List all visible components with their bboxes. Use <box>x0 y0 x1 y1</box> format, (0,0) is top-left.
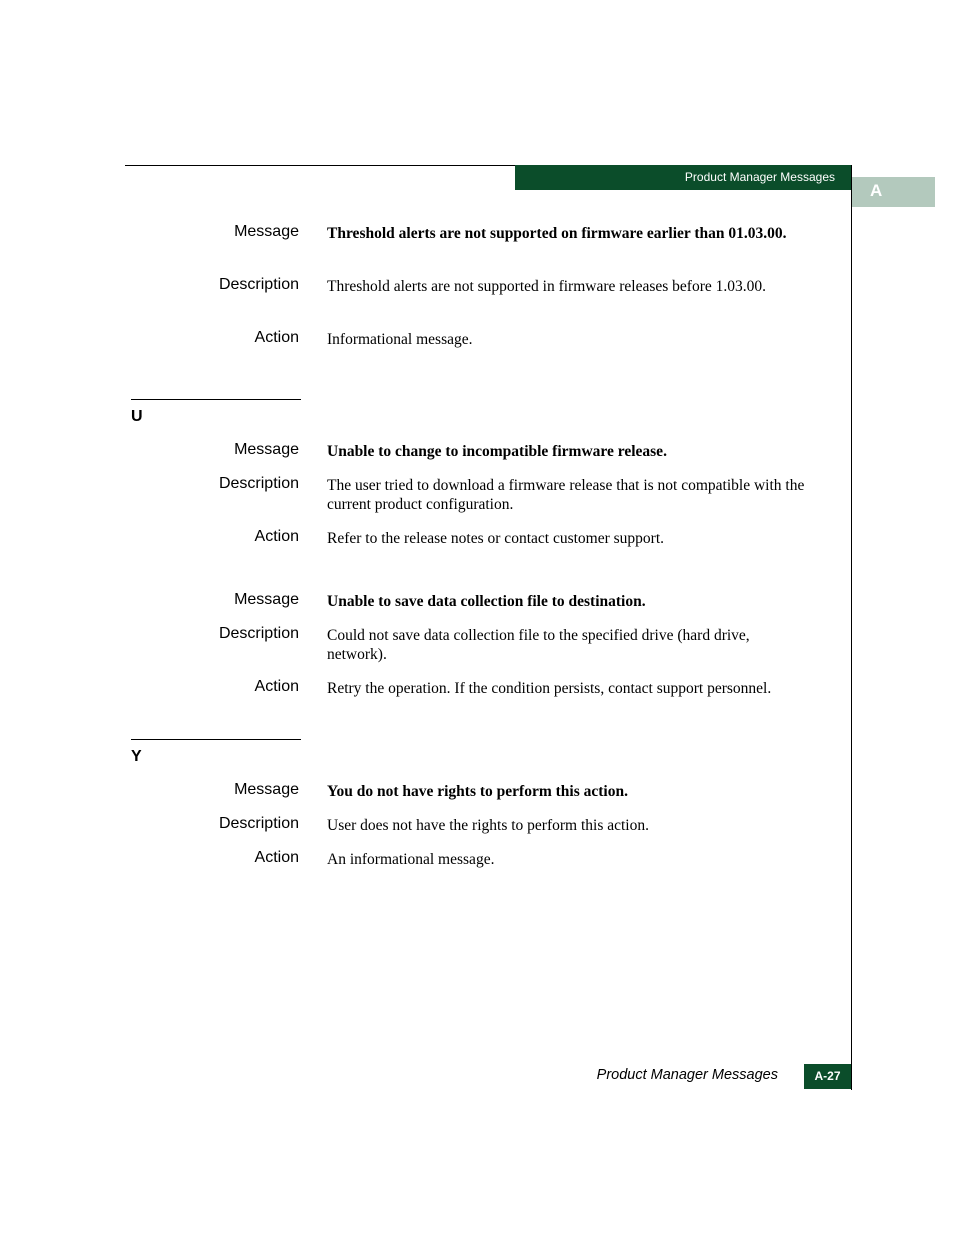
message-label: Message <box>234 441 299 458</box>
action-text: An informational message. <box>327 851 495 868</box>
description-text: Could not save data collection file to the specified drive (hard drive, network). <box>327 627 750 663</box>
description-text: Threshold alerts are not supported in firmware releases before 1.03.00. <box>327 278 767 295</box>
section-heading: Y <box>131 748 142 765</box>
description-label: Description <box>218 625 299 642</box>
message-label: Message <box>234 591 299 608</box>
message-label: Message <box>234 781 299 798</box>
section-rule <box>131 399 301 400</box>
section-heading: U <box>131 408 143 425</box>
message-text: Threshold alerts are not supported on firmware earlier than 01.03.00. <box>327 225 787 242</box>
action-label: Action <box>254 678 299 695</box>
chapter-letter: A <box>870 181 883 200</box>
description-text: User does not have the rights to perform this action. <box>327 817 649 834</box>
page-number: A-27 <box>814 1069 841 1083</box>
description-label: Description <box>218 475 299 492</box>
header-rule <box>125 165 515 166</box>
action-text: Refer to the release notes or contact customer support. <box>327 530 665 547</box>
header-bar <box>515 165 851 190</box>
action-label: Action <box>254 528 299 545</box>
description-label: Description <box>218 815 299 832</box>
description-label: Description <box>218 276 299 293</box>
page-number-box <box>804 1064 851 1089</box>
page-margin-line <box>851 165 852 1090</box>
action-label: Action <box>254 849 299 866</box>
message-label: Message <box>234 223 299 240</box>
message-text: Unable to save data collection file to destination. <box>327 593 646 610</box>
footer-title: Product Manager Messages <box>596 1067 778 1083</box>
description-text: The user tried to download a firmware release that is not compatible with the current product configuration. <box>327 477 805 513</box>
action-text: Informational message. <box>327 331 473 348</box>
header-title: Product Manager Messages <box>684 170 835 184</box>
message-text: You do not have rights to perform this action. <box>327 783 628 800</box>
message-text: Unable to change to incompatible firmware release. <box>327 443 667 460</box>
section-rule <box>131 739 301 740</box>
action-label: Action <box>254 329 299 346</box>
chapter-tab <box>852 177 935 207</box>
action-text: Retry the operation. If the condition persists, contact support personnel. <box>327 680 772 697</box>
